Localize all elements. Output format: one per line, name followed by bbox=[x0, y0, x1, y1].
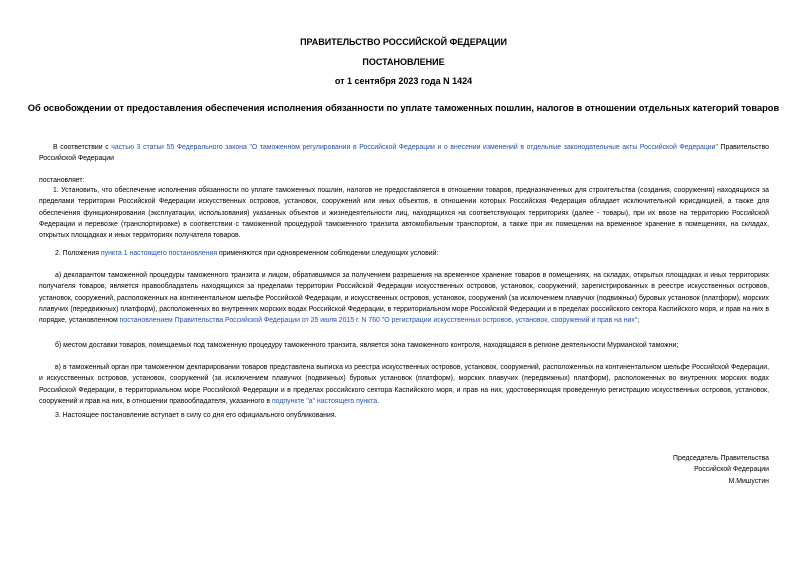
paragraph-1: 1. Установить, что обеспечение исполнения обязанности по уплате таможенных пошлин, налогов не предоставляется в отношении товаров, предназначенных для строительства (создания, сооружения) находящихся за пределами территории Российской Федерации искусственных островов, установок, сооружений или иных объектов, в отношении которых Российская Федерация обладает исключительной юрисдикцией, а также для обеспечения функционирования (эксплуатации, использования) указанных объектов и жизнедеятельности лиц, находящихся на соответствующих территориях (далее - товары), при их ввозе на территорию Российской Федерации и перевозке (транспортировке) в соответствии с таможенной процедурой таможенного транзита автомобильным транспортом, а также при их помещении на временное хранение в помещениях, на складах, открытых площадках и иных территориях получателя товаров. bbox=[39, 187, 769, 240]
signature-country: Российской Федерации bbox=[694, 466, 769, 474]
preamble-lead: В соответствии с bbox=[53, 144, 112, 151]
paragraph-2-tail: применяются при одновременном соблюдении следующих условий: bbox=[217, 250, 439, 257]
paragraph-2 bbox=[39, 248, 769, 259]
resolution-760-link[interactable]: постановлением Правительства Российской Федерации от 25 июля 2015 г. N 760 "О регистрации искусственных островов, установок, сооружений и прав на них" bbox=[119, 317, 638, 325]
signature-position: Председатель Правительства bbox=[673, 455, 769, 462]
subparagraph-v-tail: . bbox=[377, 397, 380, 405]
signature-name: М.Мишустин bbox=[728, 477, 769, 485]
preamble-tail: Правительство Российской Федерации bbox=[39, 144, 769, 163]
document-type: ПОСТАНОВЛЕНИЕ bbox=[362, 57, 445, 67]
signature-block bbox=[549, 453, 769, 487]
federal-law-link[interactable]: частью 3 статьи 55 Федерального закона "О таможенном регулировании в Российской Федерации и о внесении изменений в отдельные законодательные акты Российской Федерации" bbox=[111, 144, 718, 151]
point-1-link[interactable]: пункта 1 настоящего постановления bbox=[100, 250, 218, 257]
paragraph-2-lead: 2. Положения bbox=[55, 250, 101, 257]
subparagraph-b: б) местом доставки товаров, помещаемых под таможенную процедуру таможенного транзита, является зона таможенного контроля, находящаяся в регионе деятельности Мурманской таможни; bbox=[55, 342, 679, 349]
document-title: Об освобождении от предоставления обеспечения исполнения обязанности по уплате таможенных пошлин, налогов в отношении отдельных категорий товаров bbox=[27, 103, 780, 113]
subparagraph-a bbox=[39, 270, 769, 326]
document-date-number: от 1 сентября 2023 года N 1424 bbox=[334, 76, 473, 86]
subparagraph-a-text: а) декларантом таможенной процедуры таможенного транзита и лицом, обратившимся за получением разрешения на временное хранение товаров в помещениях, на складах, открытых площадках и иных территориях получателя товаров, является правообладатель находящихся за пределами территории Российской Федерации искусственных островов, установок, сооружений, зарегистрированных в реестре искусственных островов, установок, сооружений, расположенных на континентальном шельфе Российской Федерации, и искусственных островов, установок, сооружений (за исключением плавучих (подвижных) буровых установок (платформ), морских плавучих (передвижных) платформ), расположенных во внутренних морских водах Российской Федерации, в территориальном море Российской Федерации и в пределах российского сектора Каспийского моря, и прав на них в порядке, установленном bbox=[39, 272, 769, 325]
subpoint-a-link[interactable]: подпункте "а" настоящего пункта bbox=[271, 397, 378, 405]
subparagraph-a-tail: ; bbox=[637, 317, 640, 325]
government-name: ПРАВИТЕЛЬСТВО РОССИЙСКОЙ ФЕДЕРАЦИИ bbox=[300, 37, 507, 47]
subparagraph-v-text: в) в таможенный орган при таможенном декларировании товаров представлена выписка из реестра искусственных островов, установок, сооружений, расположенных на континентальном шельфе Российской Федерации, и искусственных островов, установок, сооружений (за исключением плавучих (подвижных) буровых установок (платформ), морских плавучих (передвижных) платформ), расположенных во внутренних морских водах Российской Федерации, в территориальном море Российской Федерации и в пределах российского сектора Каспийского моря, и прав на них, удостоверяющая проведенную регистрацию искусственных островов, установок, сооружений и прав на них, в отношении правообладателя, указанного в bbox=[39, 364, 769, 405]
preamble-paragraph bbox=[39, 142, 769, 165]
paragraph-3: 3. Настоящее постановление вступает в силу со дня его официального опубликования. bbox=[55, 412, 337, 419]
subparagraph-v bbox=[39, 362, 769, 407]
resolves-text: постановляет: bbox=[39, 177, 85, 184]
